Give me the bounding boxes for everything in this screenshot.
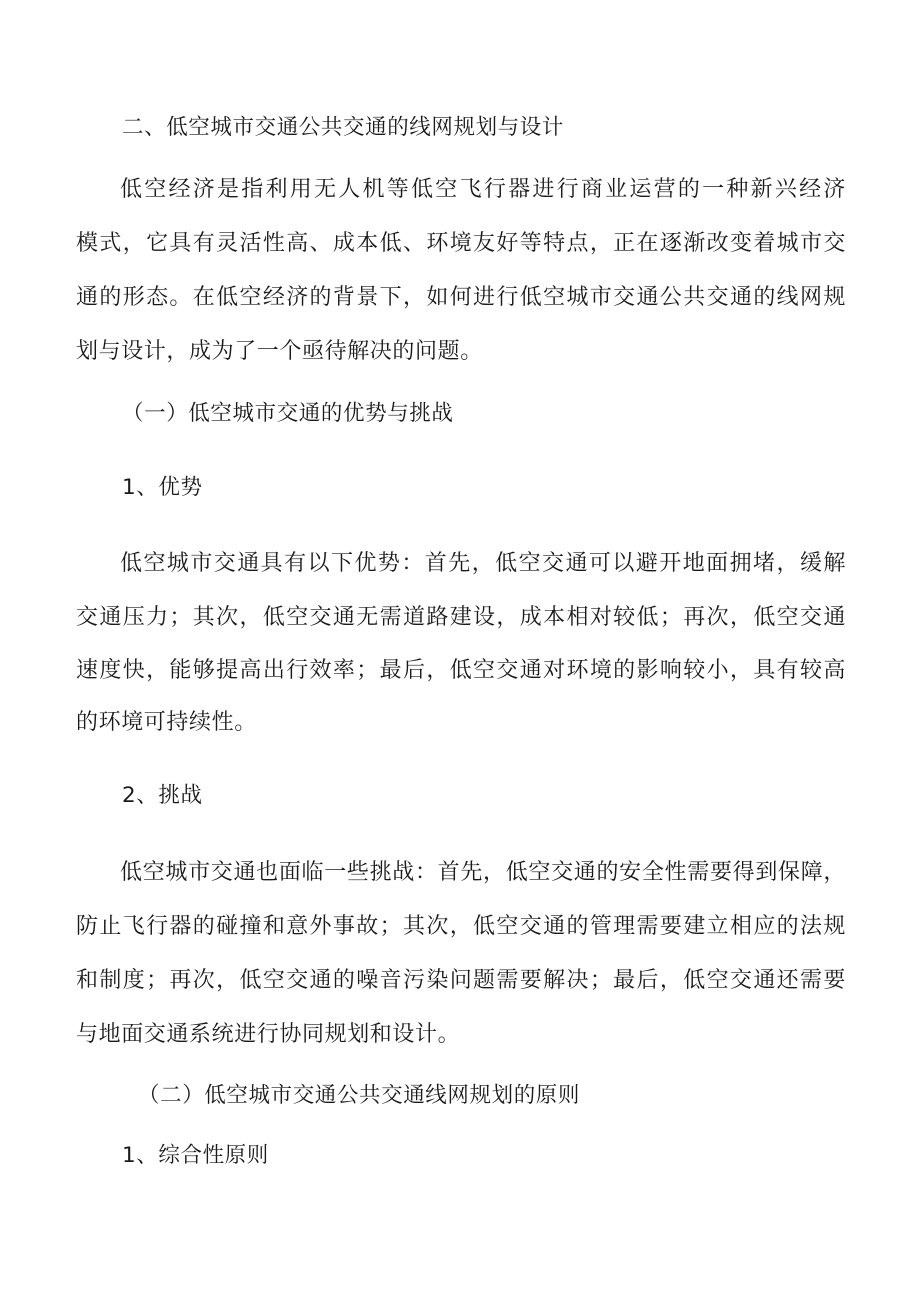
section-title: 二、低空城市交通公共交通的线网规划与设计: [122, 115, 565, 140]
subsection-2-title: （二）低空城市交通公共交通线网规划的原则: [138, 1083, 581, 1108]
challenges-title: 2、挑战: [122, 783, 203, 808]
advantages-line-1: 低空城市交通具有以下优势：首先，低空交通可以避开地面拥堵，缓解: [120, 551, 846, 576]
advantages-line-3: 速度快，能够提高出行效率；最后，低空交通对环境的影响较小，具有较高: [76, 658, 846, 683]
intro-line-4: 划与设计，成为了一个亟待解决的问题。: [76, 339, 483, 364]
challenges-line-2: 防止飞行器的碰撞和意外事故；其次，低空交通的管理需要建立相应的法规: [76, 914, 846, 939]
advantages-line-2: 交通压力；其次，低空交通无需道路建设，成本相对较低；再次，低空交通: [76, 605, 846, 630]
challenges-line-3: 和制度；再次，低空交通的噪音污染问题需要解决；最后，低空交通还需要: [76, 968, 846, 993]
challenges-line-4: 与地面交通系统进行协同规划和设计。: [76, 1022, 461, 1047]
principle-1-title: 1、综合性原则: [122, 1143, 269, 1168]
challenges-line-1: 低空城市交通也面临一些挑战：首先，低空交通的安全性需要得到保障，: [120, 860, 846, 885]
subsection-1-title: （一）低空城市交通的优势与挑战: [122, 401, 454, 426]
intro-line-1: 低空经济是指利用无人机等低空飞行器进行商业运营的一种新兴经济: [120, 177, 846, 202]
intro-line-3: 通的形态。在低空经济的背景下，如何进行低空城市交通公共交通的线网规: [76, 285, 846, 310]
advantages-line-4: 的环境可持续性。: [76, 710, 257, 735]
advantages-title: 1、优势: [122, 475, 203, 500]
intro-line-2: 模式，它具有灵活性高、成本低、环境友好等特点，正在逐渐改变着城市交: [76, 231, 846, 256]
